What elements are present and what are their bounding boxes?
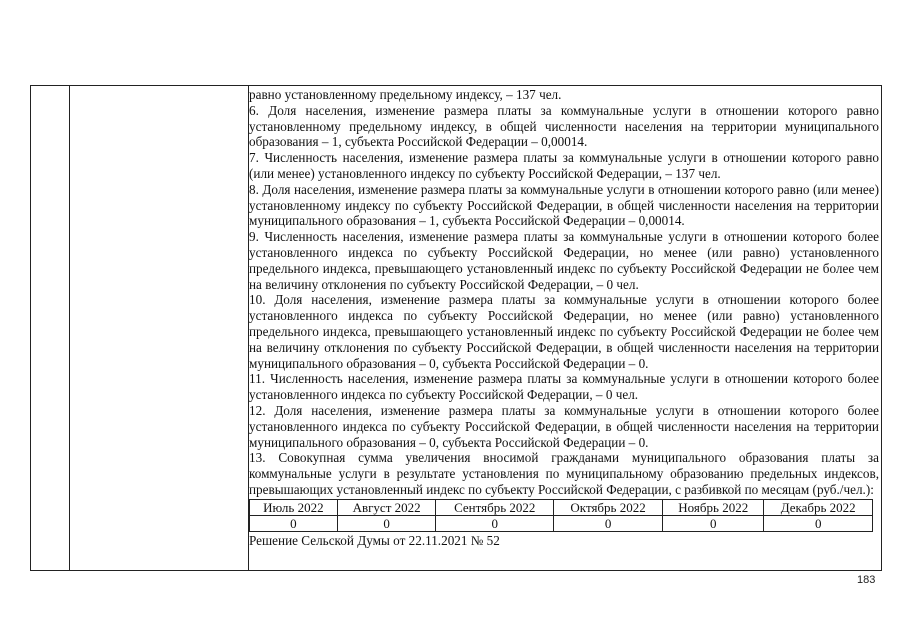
month-header: Ноябрь 2022	[663, 499, 764, 515]
text-line: равно установленному предельному индексу, – 137 чел.	[249, 87, 562, 102]
month-header: Август 2022	[337, 499, 436, 515]
paragraph-9: 9. Численность населения, изменение размера платы за коммунальные услуги в отношении которого более установленного индекса по субъекту Российской Федерации, но менее (или равно) установленного предельного индекса, превышающего установленный индекс по субъекту Российской Федерации не более чем на величину отклонения по субъекту Российской Федерации, – 0 чел.	[249, 229, 879, 292]
table-column-content	[249, 86, 883, 549]
paragraph-11: 11. Численность населения, изменение размера платы за коммунальные услуги в отношении которого более установленного индекса по субъекту Российской Федерации, – 0 чел.	[249, 371, 879, 403]
month-value: 0	[337, 515, 436, 531]
table-header-row	[250, 499, 873, 515]
month-header: Октябрь 2022	[554, 499, 663, 515]
monthly-amounts-table	[249, 499, 873, 532]
month-value: 0	[663, 515, 764, 531]
month-header: Сентябрь 2022	[436, 499, 554, 515]
page-number: 183	[857, 574, 876, 586]
month-header: Декабрь 2022	[764, 499, 873, 515]
document-table	[30, 85, 882, 571]
table-column-indicator	[70, 86, 249, 570]
month-value: 0	[250, 515, 338, 531]
table-column-number	[31, 86, 70, 570]
paragraph-6: 6. Доля населения, изменение размера платы за коммунальные услуги в отношении которого равно установленному предельному индексу, в общей численности населения на территории муниципального образования – 1, субъекта Российской Федерации – 0,00014.	[249, 102, 879, 150]
paragraph-8: 8. Доля населения, изменение размера платы за коммунальные услуги в отношении которого равно (или менее) установленному индексу по субъекту Российской Федерации, в общей численности населения на территории муниципального образования – 1, субъекта Российской Федерации – 0,00014.	[249, 181, 879, 229]
paragraph-10: 10. Доля населения, изменение размера платы за коммунальные услуги в отношении которого более установленного индекса по субъекту Российской Федерации, но менее (или равно) установленного предельного индекса, превышающего установленный индекс по субъекту Российской Федерации не более чем на величину отклонения по субъекту Российской Федерации, в общей численности населения на территории муниципального образования – 0, субъекта Российской Федерации – 0.	[249, 292, 879, 371]
month-value: 0	[554, 515, 663, 531]
decision-reference: Решение Сельской Думы от 22.11.2021 № 52	[249, 532, 500, 548]
paragraph-12: 12. Доля населения, изменение размера платы за коммунальные услуги в отношении которого более установленного индекса по субъекту Российской Федерации, в общей численности населения на территории муниципального образования – 0, субъекта Российской Федерации – 0.	[249, 402, 879, 450]
paragraph-13: 13. Совокупная сумма увеличения вносимой гражданами муниципального образования платы за коммунальные услуги в результате установления по муниципальному образованию предельных индексов, превышающих установленный индекс по субъекту Российской Федерации, с разбивкой по месяцам (руб./чел.):	[249, 450, 879, 497]
paragraph-7: 7. Численность населения, изменение размера платы за коммунальные услуги в отношении которого равно (или менее) установленного индексу по субъекту Российской Федерации, – 137 чел.	[249, 150, 879, 181]
month-header: Июль 2022	[250, 499, 338, 515]
month-value: 0	[436, 515, 554, 531]
table-row	[250, 515, 873, 531]
month-value: 0	[764, 515, 873, 531]
